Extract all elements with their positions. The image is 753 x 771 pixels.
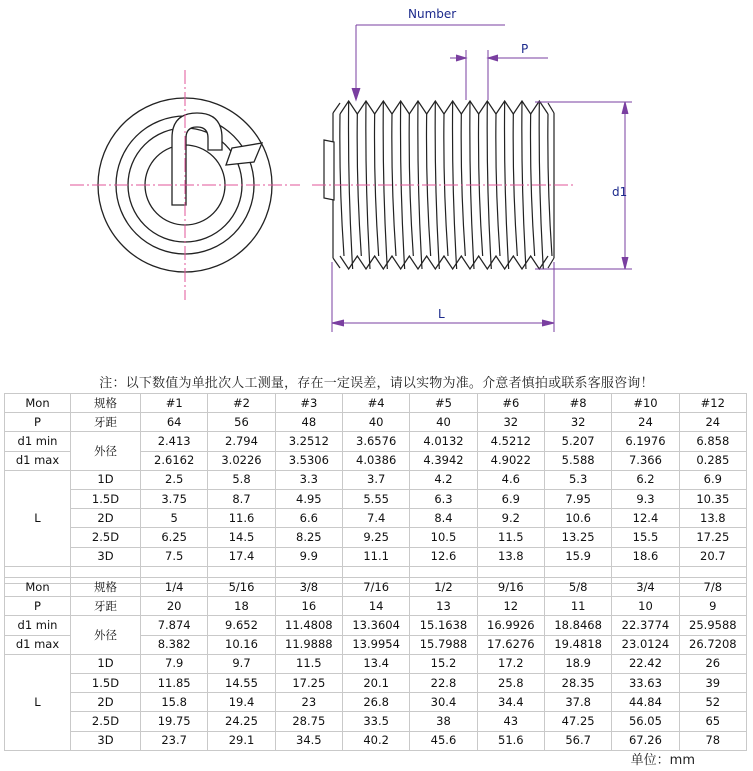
table-cell: 2.413 [141, 432, 208, 451]
table-row-d1-min [5, 432, 747, 451]
table-cell: 10 [612, 597, 679, 616]
row-sublabel: 牙距 [71, 413, 141, 432]
table-cell: 3.5306 [275, 451, 342, 470]
pitch-label: P [521, 42, 529, 56]
table-cell: 6.9 [477, 489, 544, 508]
number-label: Number [408, 7, 457, 21]
row-sublabel: 2.5D [71, 712, 141, 731]
table-cell: 22.3774 [612, 616, 679, 635]
table-cell: 25.9588 [679, 616, 746, 635]
header-cell: 5/16 [208, 578, 275, 597]
table-cell: 32 [544, 413, 611, 432]
table-cell: 26.7208 [679, 635, 746, 654]
table-cell: 13.3604 [342, 616, 409, 635]
header-cell: 3/8 [275, 578, 342, 597]
header-cell: #6 [477, 394, 544, 413]
table-cell: 47.25 [544, 712, 611, 731]
table-cell: 20.7 [679, 547, 746, 566]
table-cell: 24.25 [208, 712, 275, 731]
table-cell: 8.4 [410, 509, 477, 528]
table-cell: 12.4 [612, 509, 679, 528]
table-cell: 44.84 [612, 693, 679, 712]
table-cell: 67.26 [612, 731, 679, 750]
table-cell: 15.5 [612, 528, 679, 547]
table-cell: 7.5 [141, 547, 208, 566]
table-cell: 6.1976 [612, 432, 679, 451]
table-cell: 4.6 [477, 470, 544, 489]
table-cell: 10.6 [544, 509, 611, 528]
table-cell: 5.55 [342, 489, 409, 508]
table-row-pitch [5, 413, 747, 432]
table-row-length [5, 673, 747, 692]
row-label: d1 max [5, 451, 71, 470]
table-cell: 9.7 [208, 654, 275, 673]
header-cell: Mon [5, 394, 71, 413]
table-cell: 14 [342, 597, 409, 616]
table-cell: 8.25 [275, 528, 342, 547]
table-cell: 18.9 [544, 654, 611, 673]
header-cell: #4 [342, 394, 409, 413]
table-cell: 40 [410, 413, 477, 432]
table-cell: 11.6 [208, 509, 275, 528]
row-sublabel: 2D [71, 509, 141, 528]
spec-table-numbered [4, 393, 747, 584]
table-cell: 16.9926 [477, 616, 544, 635]
table-row-length [5, 509, 747, 528]
header-cell: 3/4 [612, 578, 679, 597]
table-header-row [5, 578, 747, 597]
table-row-pitch [5, 597, 747, 616]
header-cell: 1/2 [410, 578, 477, 597]
table-cell: 22.8 [410, 673, 477, 692]
table-cell: 22.42 [612, 654, 679, 673]
table-cell: 9.2 [477, 509, 544, 528]
row-sublabel: 3D [71, 731, 141, 750]
table-cell: 56 [208, 413, 275, 432]
table-cell: 34.4 [477, 693, 544, 712]
table-row-length [5, 731, 747, 750]
row-sublabel: 1.5D [71, 673, 141, 692]
row-sublabel: 外径 [71, 616, 141, 654]
header-cell: 规格 [71, 578, 141, 597]
row-sublabel: 1D [71, 470, 141, 489]
table-cell: 33.63 [612, 673, 679, 692]
table-cell: 9.3 [612, 489, 679, 508]
table-cell: 9.25 [342, 528, 409, 547]
table-cell: 10.16 [208, 635, 275, 654]
table-cell: 13.9954 [342, 635, 409, 654]
row-label: d1 max [5, 635, 71, 654]
table-row-length [5, 654, 747, 673]
table-cell: 19.75 [141, 712, 208, 731]
table-cell: 7.366 [612, 451, 679, 470]
row-sublabel: 1D [71, 654, 141, 673]
table-cell: 11.85 [141, 673, 208, 692]
table-cell: 13 [410, 597, 477, 616]
table-cell: 12 [477, 597, 544, 616]
table-cell: 6.25 [141, 528, 208, 547]
row-label: P [5, 597, 71, 616]
center-lines-end [70, 70, 300, 300]
table-cell: 18.8468 [544, 616, 611, 635]
table-cell: 10.35 [679, 489, 746, 508]
table-cell: 19.4818 [544, 635, 611, 654]
table-cell: 43 [477, 712, 544, 731]
spec-table-fractional [4, 577, 747, 751]
table-cell: 9 [679, 597, 746, 616]
table-row-length [5, 693, 747, 712]
table-cell: 11.1 [342, 547, 409, 566]
table-cell: 3.3 [275, 470, 342, 489]
row-sublabel: 牙距 [71, 597, 141, 616]
table-cell: 17.2 [477, 654, 544, 673]
table-cell: 8.382 [141, 635, 208, 654]
row-label: L [5, 654, 71, 750]
table-cell: 4.0132 [410, 432, 477, 451]
header-cell: #12 [679, 394, 746, 413]
table-cell: 64 [141, 413, 208, 432]
table-cell: 6.858 [679, 432, 746, 451]
table-cell: 11.4808 [275, 616, 342, 635]
header-cell: Mon [5, 578, 71, 597]
table-cell: 11.9888 [275, 635, 342, 654]
table-cell: 13.8 [679, 509, 746, 528]
table-cell: 39 [679, 673, 746, 692]
table-cell: 5.207 [544, 432, 611, 451]
table-cell: 15.2 [410, 654, 477, 673]
table-cell: 13.4 [342, 654, 409, 673]
table-cell: 20.1 [342, 673, 409, 692]
row-label: d1 min [5, 616, 71, 635]
table-cell: 28.75 [275, 712, 342, 731]
table-cell: 3.2512 [275, 432, 342, 451]
header-cell: #8 [544, 394, 611, 413]
table-cell: 40.2 [342, 731, 409, 750]
table-cell: 23.0124 [612, 635, 679, 654]
row-label: d1 min [5, 432, 71, 451]
table-cell: 3.75 [141, 489, 208, 508]
dimension-lines [332, 25, 632, 332]
table-cell: 4.95 [275, 489, 342, 508]
header-cell: 规格 [71, 394, 141, 413]
table-row-length [5, 489, 747, 508]
length-label: L [438, 307, 445, 321]
table-cell: 24 [679, 413, 746, 432]
table-cell: 11.5 [275, 654, 342, 673]
header-cell: 7/8 [679, 578, 746, 597]
table-cell: 15.7988 [410, 635, 477, 654]
table-cell: 8.7 [208, 489, 275, 508]
table-cell: 3.0226 [208, 451, 275, 470]
header-cell: #3 [275, 394, 342, 413]
table-cell: 7.874 [141, 616, 208, 635]
table-cell: 38 [410, 712, 477, 731]
table-cell: 23 [275, 693, 342, 712]
header-cell: #10 [612, 394, 679, 413]
header-cell: #5 [410, 394, 477, 413]
table-cell: 17.25 [679, 528, 746, 547]
header-cell: #2 [208, 394, 275, 413]
table-cell: 52 [679, 693, 746, 712]
table-cell: 56.05 [612, 712, 679, 731]
table-cell: 12.6 [410, 547, 477, 566]
table-cell: 20 [141, 597, 208, 616]
table-cell: 17.25 [275, 673, 342, 692]
table-cell: 45.6 [410, 731, 477, 750]
table-cell: 30.4 [410, 693, 477, 712]
table-row-length [5, 528, 747, 547]
table-cell: 2.5 [141, 470, 208, 489]
table-cell: 51.6 [477, 731, 544, 750]
header-cell: 1/4 [141, 578, 208, 597]
table-row-d1-min [5, 616, 747, 635]
table-cell: 34.5 [275, 731, 342, 750]
row-label: P [5, 413, 71, 432]
table-cell: 25.8 [477, 673, 544, 692]
table-cell: 9.652 [208, 616, 275, 635]
table-cell: 9.9 [275, 547, 342, 566]
table-cell: 15.1638 [410, 616, 477, 635]
table-cell: 11 [544, 597, 611, 616]
table-cell: 56.7 [544, 731, 611, 750]
table-cell: 4.5212 [477, 432, 544, 451]
table-cell: 7.4 [342, 509, 409, 528]
table-row-length [5, 547, 747, 566]
table-cell: 32 [477, 413, 544, 432]
table-cell: 0.285 [679, 451, 746, 470]
table-cell: 6.6 [275, 509, 342, 528]
header-cell: 9/16 [477, 578, 544, 597]
table-cell: 3.6576 [342, 432, 409, 451]
table-cell: 3.7 [342, 470, 409, 489]
table-cell: 37.8 [544, 693, 611, 712]
table-cell: 65 [679, 712, 746, 731]
table-cell: 5.8 [208, 470, 275, 489]
row-sublabel: 1.5D [71, 489, 141, 508]
table-cell: 24 [612, 413, 679, 432]
row-sublabel: 3D [71, 547, 141, 566]
measurement-note: 注：以下数值为单批次人工测量，存在一定误差，请以实物为准。介意者慎拍或联系客服咨询！ [99, 376, 654, 391]
table-cell: 17.6276 [477, 635, 544, 654]
table-cell: 4.2 [410, 470, 477, 489]
header-cell: 5/8 [544, 578, 611, 597]
table-cell: 14.55 [208, 673, 275, 692]
table-cell: 15.8 [141, 693, 208, 712]
table-cell: 14.5 [208, 528, 275, 547]
table-cell: 5.3 [544, 470, 611, 489]
row-sublabel: 2.5D [71, 528, 141, 547]
table-cell: 28.35 [544, 673, 611, 692]
table-cell: 26.8 [342, 693, 409, 712]
table-cell: 5 [141, 509, 208, 528]
row-sublabel: 2D [71, 693, 141, 712]
table-cell: 5.588 [544, 451, 611, 470]
table-cell: 10.5 [410, 528, 477, 547]
table-cell: 6.9 [679, 470, 746, 489]
table-header-row [5, 394, 747, 413]
row-label: L [5, 470, 71, 566]
table-cell: 16 [275, 597, 342, 616]
table-cell: 4.3942 [410, 451, 477, 470]
table-cell: 48 [275, 413, 342, 432]
table-cell: 4.9022 [477, 451, 544, 470]
table-cell: 6.2 [612, 470, 679, 489]
table-cell: 17.4 [208, 547, 275, 566]
table-cell: 13.8 [477, 547, 544, 566]
unit-label: 单位：mm [630, 753, 695, 768]
table-cell: 4.0386 [342, 451, 409, 470]
table-cell: 33.5 [342, 712, 409, 731]
table-cell: 78 [679, 731, 746, 750]
row-sublabel: 外径 [71, 432, 141, 470]
table-cell: 26 [679, 654, 746, 673]
diameter-label: d1 [612, 185, 628, 199]
table-cell: 11.5 [477, 528, 544, 547]
table-cell: 40 [342, 413, 409, 432]
table-cell: 2.6162 [141, 451, 208, 470]
table-cell: 29.1 [208, 731, 275, 750]
table-cell: 7.95 [544, 489, 611, 508]
header-cell: #1 [141, 394, 208, 413]
table-cell: 2.794 [208, 432, 275, 451]
table-cell: 23.7 [141, 731, 208, 750]
table-cell: 15.9 [544, 547, 611, 566]
table-row-length [5, 470, 747, 489]
table-cell: 7.9 [141, 654, 208, 673]
table-cell: 18 [208, 597, 275, 616]
header-cell: 7/16 [342, 578, 409, 597]
table-cell: 19.4 [208, 693, 275, 712]
table-row-length [5, 712, 747, 731]
thread-insert-drawing [0, 0, 753, 345]
table-cell: 13.25 [544, 528, 611, 547]
table-cell: 6.3 [410, 489, 477, 508]
table-cell: 18.6 [612, 547, 679, 566]
